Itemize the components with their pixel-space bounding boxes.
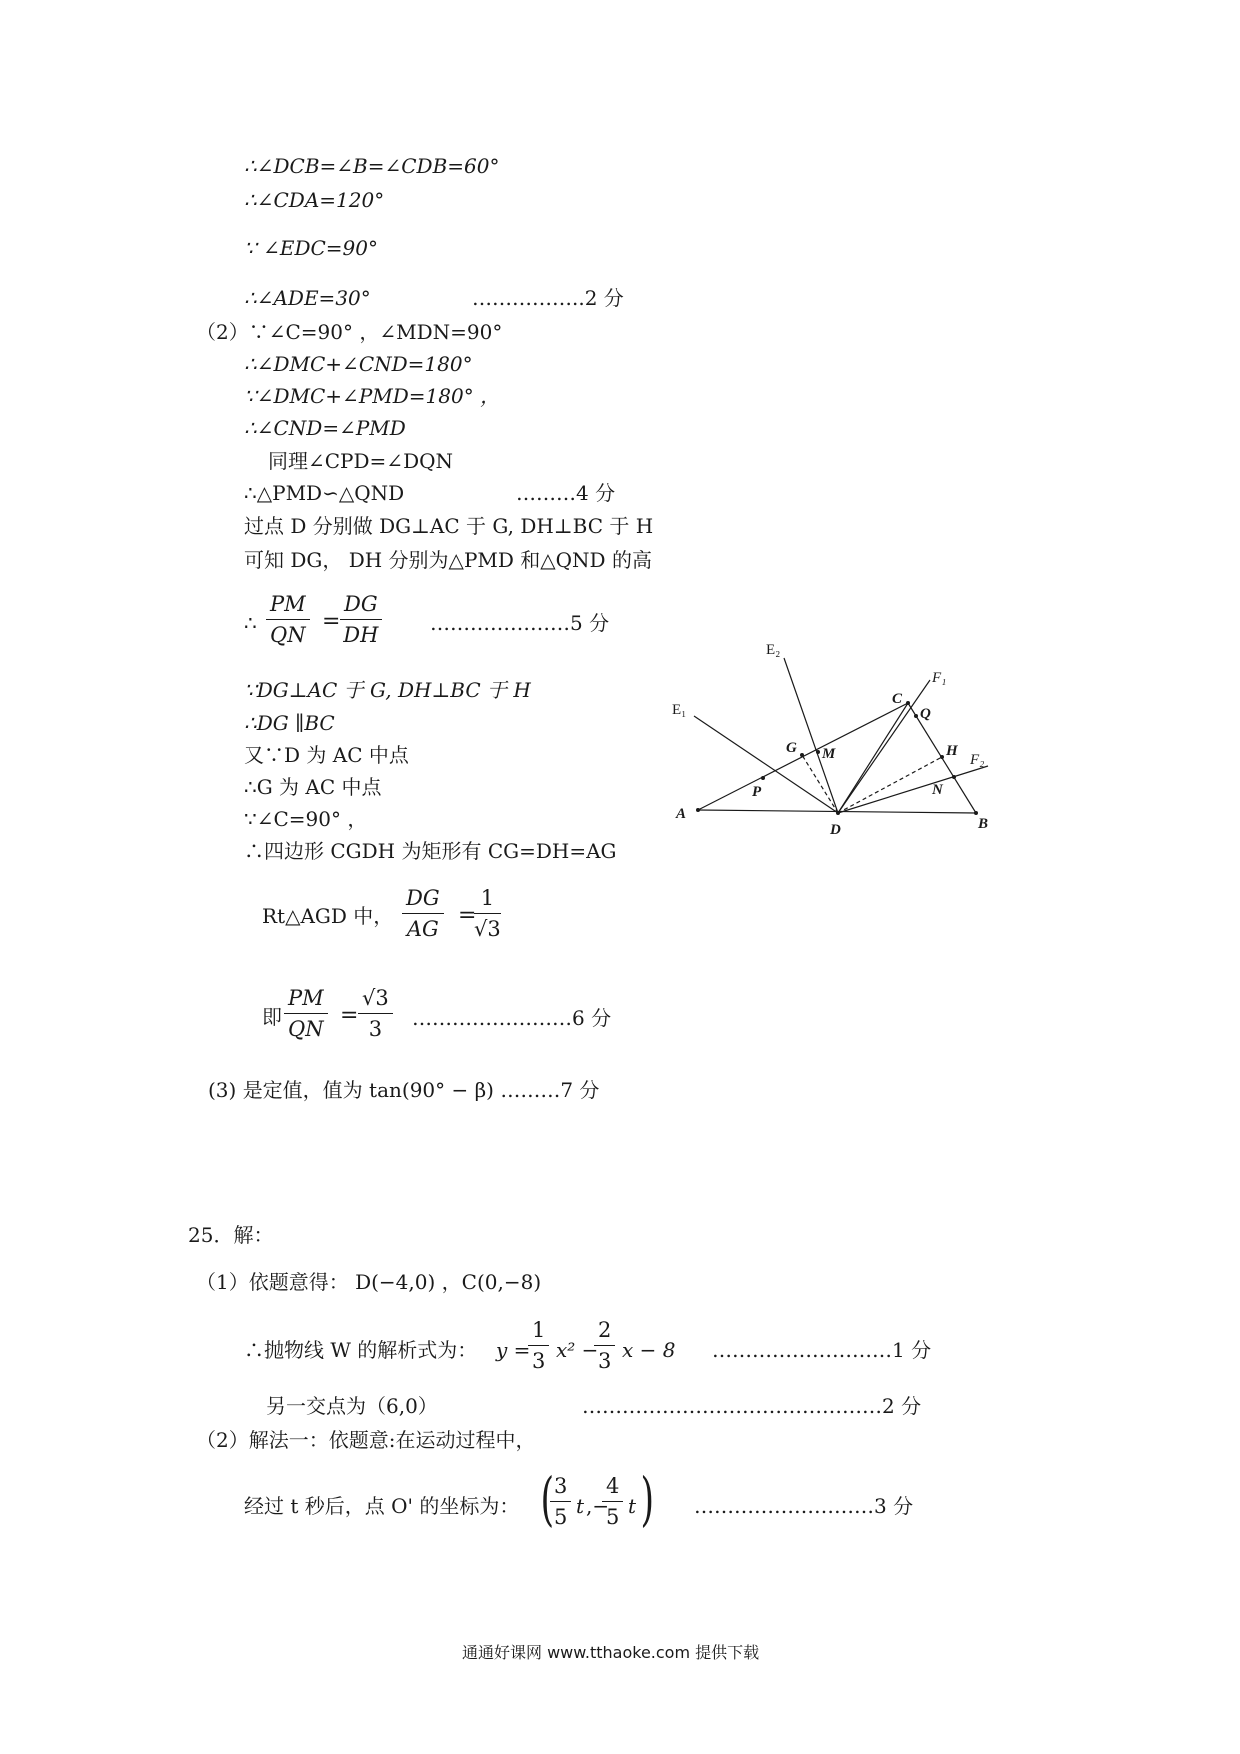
fraction-c3-5 bbox=[550, 1476, 571, 1528]
line-o-prime: 经过 t 秒后，点 O' 的坐标为： bbox=[244, 1494, 520, 1518]
label-d: D bbox=[830, 822, 841, 838]
line-ji: 即 bbox=[262, 1005, 282, 1029]
fraction-one-sqrt3 bbox=[474, 888, 501, 940]
denominator: √3 bbox=[474, 917, 501, 941]
label-m: M bbox=[822, 746, 836, 762]
formula-y: y = bbox=[496, 1338, 531, 1362]
line-25-part1: （1）依题意得： D(−4,0) ，C(0,−8) bbox=[196, 1270, 542, 1294]
line-rt-triangle: Rt△AGD 中， bbox=[262, 904, 394, 928]
line-other-intersection: 另一交点为（6,0） bbox=[266, 1394, 438, 1418]
segment-d-c bbox=[838, 703, 908, 813]
point-m bbox=[816, 750, 820, 754]
numerator: 1 bbox=[528, 1320, 549, 1346]
label-n: N bbox=[932, 782, 943, 798]
coord-comma: ,− bbox=[586, 1494, 610, 1518]
fraction-c2-3 bbox=[594, 1320, 615, 1372]
point-g bbox=[800, 753, 804, 757]
label-f1: F₁ bbox=[932, 670, 947, 686]
numerator: √3 bbox=[358, 988, 393, 1014]
line-part3: (3) 是定值，值为 tan(90° − β) ………7 分 bbox=[208, 1078, 600, 1102]
fraction-dg-dh bbox=[340, 594, 382, 646]
fraction-pm-qn-2 bbox=[284, 988, 328, 1040]
line-part2-start: （2）∵∠C=90° ，∠MDN=90° bbox=[196, 320, 503, 344]
denominator: 5 bbox=[606, 1505, 620, 1529]
line-dmc-pmd: ∵∠DMC+∠PMD=180° ， bbox=[244, 384, 501, 408]
line-dmc-cnd: ∴∠DMC+∠CND=180° bbox=[244, 352, 473, 376]
page-footer: 通通好课网 www.tthaoke.com 提供下载 bbox=[462, 1643, 760, 1662]
point-d bbox=[836, 811, 840, 815]
line-ade: ∴∠ADE=30° bbox=[244, 286, 371, 310]
line-cda: ∴∠CDA=120° bbox=[244, 188, 385, 212]
fraction-pm-qn bbox=[266, 594, 310, 646]
denominator: 5 bbox=[554, 1505, 568, 1529]
problem-25-heading: 25．解： bbox=[188, 1223, 274, 1247]
point-c bbox=[906, 701, 910, 705]
line-angle-c: ∵∠C=90° ， bbox=[244, 807, 368, 831]
numerator: DG bbox=[402, 888, 444, 914]
denominator: AG bbox=[406, 917, 439, 941]
denominator: QN bbox=[288, 1017, 324, 1041]
line-perp-again: ∵DG⊥AC 于 G, DH⊥BC 于 H bbox=[244, 678, 531, 702]
fraction-c4-5 bbox=[602, 1476, 623, 1528]
denominator: DH bbox=[343, 623, 379, 647]
line-edc: ∵ ∠EDC=90° bbox=[244, 236, 378, 260]
line-25-part2: （2）解法一：依题意:在运动过程中， bbox=[196, 1428, 536, 1452]
fraction-dg-ag bbox=[402, 888, 444, 940]
fraction-c1-3 bbox=[528, 1320, 549, 1372]
point-q bbox=[914, 714, 918, 718]
point-h bbox=[940, 755, 944, 759]
label-a: A bbox=[676, 806, 687, 822]
line-midpoint-d: 又∵D 为 AC 中点 bbox=[244, 743, 409, 767]
fraction-sqrt3-3 bbox=[358, 988, 393, 1040]
point-a bbox=[696, 808, 700, 812]
label-g: G bbox=[786, 740, 797, 756]
line-midpoint-g: ∴G 为 AC 中点 bbox=[244, 775, 382, 799]
line-similar: ∴△PMD∽△QND bbox=[244, 481, 405, 505]
score-1: ………………………1 分 bbox=[712, 1338, 932, 1362]
score-5: …………………5 分 bbox=[430, 611, 610, 635]
line-dcb: ∴∠DCB=∠B=∠CDB=60° bbox=[244, 154, 500, 178]
line-perpendiculars: 过点 D 分别做 DG⊥AC 于 G, DH⊥BC 于 H bbox=[244, 514, 654, 538]
right-paren: ) bbox=[640, 1465, 655, 1533]
label-p: P bbox=[752, 784, 762, 800]
geometry-figure bbox=[670, 640, 990, 840]
denominator: QN bbox=[270, 623, 306, 647]
ray-d-e2 bbox=[784, 658, 838, 813]
label-e1: E₁ bbox=[672, 702, 687, 718]
line-rectangle: ∴四边形 CGDH 为矩形有 CG=DH=AG bbox=[244, 839, 617, 863]
label-e2: E₂ bbox=[766, 642, 781, 658]
score-3: ………………………3 分 bbox=[694, 1494, 914, 1518]
line-cpd-dqn: 同理∠CPD=∠DQN bbox=[268, 449, 453, 473]
numerator: 2 bbox=[594, 1320, 615, 1346]
score-2b: ………………………………………2 分 bbox=[582, 1394, 922, 1418]
score-4: ………4 分 bbox=[516, 481, 616, 505]
equals-sign: = bbox=[322, 609, 341, 634]
line-cnd-pmd: ∴∠CND=∠PMD bbox=[244, 416, 406, 440]
score-2: ……………..2 分 bbox=[472, 286, 624, 310]
numerator: 1 bbox=[474, 888, 501, 914]
label-b: B bbox=[978, 816, 989, 832]
label-c: C bbox=[892, 691, 903, 707]
label-f2: F₂ bbox=[970, 752, 985, 768]
label-h: H bbox=[946, 743, 958, 759]
dashed-d-g bbox=[802, 755, 838, 813]
left-paren: ( bbox=[540, 1465, 555, 1533]
formula-x-8: x − 8 bbox=[622, 1338, 676, 1362]
point-p bbox=[761, 776, 765, 780]
denominator: 3 bbox=[368, 1017, 383, 1041]
ray-d-e1 bbox=[694, 716, 838, 813]
numerator: PM bbox=[266, 594, 310, 620]
coord-t2: t bbox=[628, 1494, 637, 1518]
denominator: 3 bbox=[598, 1349, 612, 1373]
numerator: DG bbox=[340, 594, 382, 620]
line-parallel: ∴DG ∥BC bbox=[244, 711, 335, 735]
point-b bbox=[974, 811, 978, 815]
numerator: 4 bbox=[602, 1476, 623, 1502]
denominator: 3 bbox=[532, 1349, 546, 1373]
line-parabola-label: ∴抛物线 W 的解析式为： bbox=[244, 1338, 478, 1362]
therefore-symbol: ∴ bbox=[244, 611, 257, 635]
label-q: Q bbox=[920, 706, 931, 722]
score-6: ……………………6 分 bbox=[412, 1006, 612, 1030]
coord-t1: t bbox=[576, 1494, 585, 1518]
formula-x2: x² − bbox=[556, 1338, 599, 1362]
numerator: 3 bbox=[550, 1476, 571, 1502]
line-heights: 可知 DG， DH 分别为△PMD 和△QND 的高 bbox=[244, 548, 652, 572]
numerator: PM bbox=[284, 988, 328, 1014]
ray-d-f1 bbox=[838, 680, 930, 813]
equals-sign: = bbox=[458, 903, 477, 928]
equals-sign: = bbox=[340, 1003, 359, 1028]
point-n bbox=[952, 775, 956, 779]
